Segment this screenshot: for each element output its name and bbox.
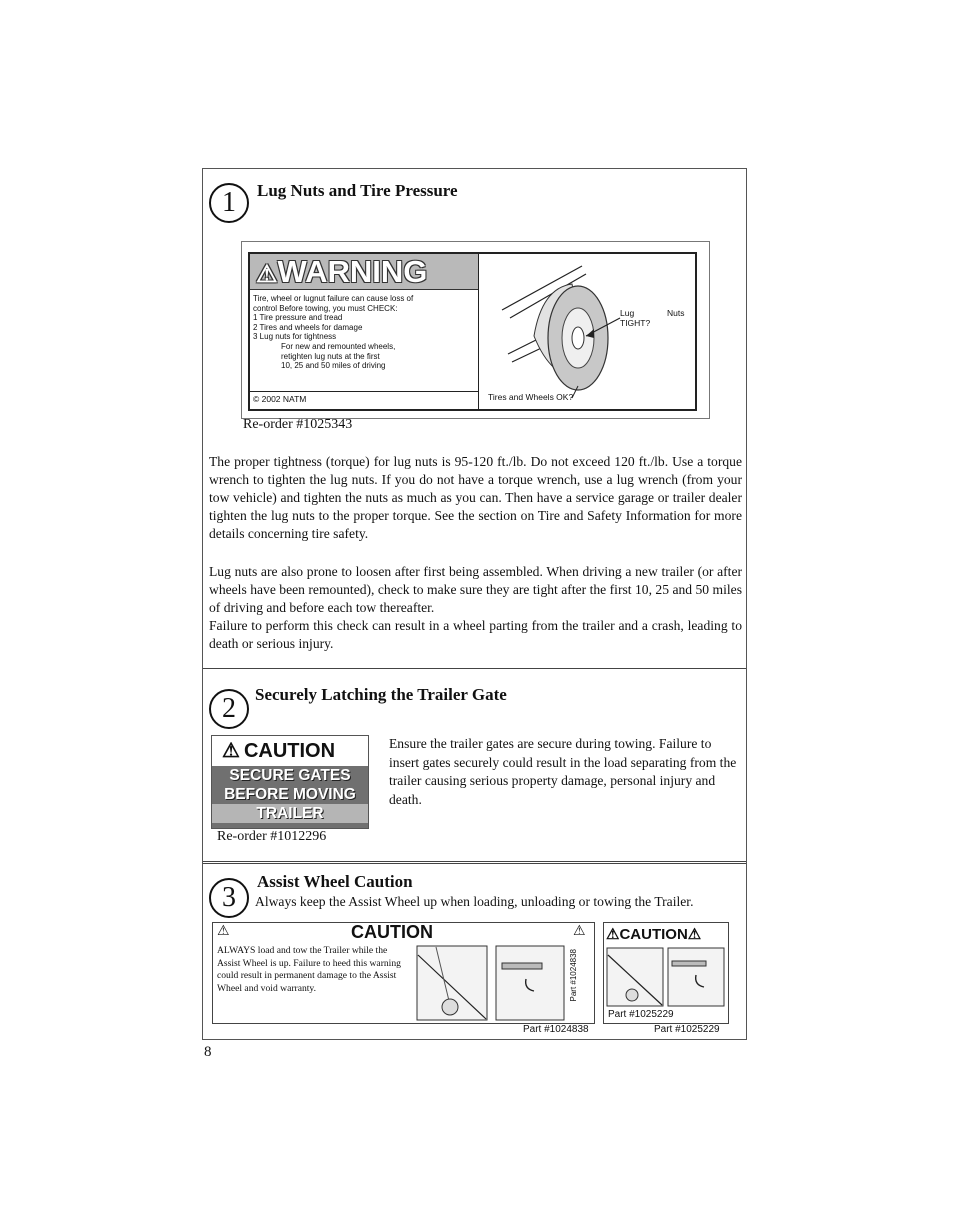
assist-wheel-illustration [416,945,566,1021]
caution-assist-wheel-decal-small: ⚠CAUTION⚠ Part #1025229 Part #1025229 [603,922,729,1024]
paragraph-failure: Failure to perform this check can result in a wheel parting from the trailer and a crash, leading to death or serious injury. [209,618,742,651]
warning-triangle-icon: ⚠ [573,924,586,939]
section-assist-wheel [203,864,746,1039]
label-nuts: Nuts [667,308,685,318]
section-number: 1 [209,183,249,223]
section-number: 2 [209,689,249,729]
section-subtitle: Always keep the Assist Wheel up when loading, unloading or towing the Trailer. [255,894,694,909]
label-tires-wheels: Tires and Wheels OK? [488,392,574,402]
tire-wheel-icon [482,258,692,404]
section-trailer-gate [203,669,746,864]
section-title: Assist Wheel Caution [257,872,413,891]
warning-decal [241,241,710,419]
section-lug-nuts [203,169,746,669]
paragraph-loosen: Lug nuts are also prone to loosen after first being assembled. When driving a new trailer (or after wheels have been remounted), check to make sure they are tight after the first 10, 25 and 50 miles of driving and before each tow thereafter. [209,564,742,615]
warning-triangle-icon: ⚠ [217,924,230,939]
label-tight: TIGHT? [620,318,651,328]
reorder-number: Re-order #1025343 [243,417,353,432]
page-number: 8 [204,1044,212,1060]
label-lug: Lug [620,308,635,318]
page-frame [202,168,747,1040]
section-number: 3 [209,878,249,918]
caution-gate-decal: ⚠ CAUTION SECURE GATES BEFORE MOVING TRAILER [211,735,369,829]
caution-assist-wheel-decal: ⚠ CAUTION ⚠ ALWAYS load and tow the Trailer while the Assist Wheel is up. Failure to heed this warning could result in permanent damage to the Assist Wheel and void warranty. Part #1024838 Part #1024838 [212,922,595,1024]
paragraph-gate: Ensure the trailer gates are secure during towing. Failure to insert gates securely could result in the load separating from the trailer causing serious property damage, personal injury and death. [389,736,737,807]
warning-triangle-icon: ⚠ [256,261,278,288]
section-title: Lug Nuts and Tire Pressure [257,181,458,200]
warning-copyright: © 2002 NATM [250,391,478,406]
tire-illustration [482,258,692,404]
warning-triangle-icon: ⚠ [687,926,702,943]
paragraph-torque: The proper tightness (torque) for lug nuts is 95-120 ft./lb. Do not exceed 120 ft./lb. Use a torque wrench to tighten the lug nuts. If you do not have a torque wrench, use a lug wrench (from your tow vehicle) and tighten the nuts as much as you can. Then have a service garage or trailer dealer tighten the lug nuts to the proper torque. See the section on Tire and Safety Information for more details concerning tire safety. [209,454,742,541]
warning-triangle-icon: ⚠ [222,740,240,762]
warning-triangle-icon: ⚠ [606,926,620,943]
warning-text: Tire, wheel or lugnut failure can cause loss of control Before towing, you must CHECK: 1 Tire pressure and tread 2 Tires and wheels for damage 3 Lug nuts for tightness For new and remounted wheels, retighten lug nuts at the first 10, 25 and 50 miles of driving [253,294,414,371]
section-title: Securely Latching the Trailer Gate [255,685,507,704]
assist-wheel-illustration [606,947,726,1007]
reorder-number: Re-order #1012296 [217,829,327,844]
warning-banner: ⚠WARNING [250,254,478,290]
